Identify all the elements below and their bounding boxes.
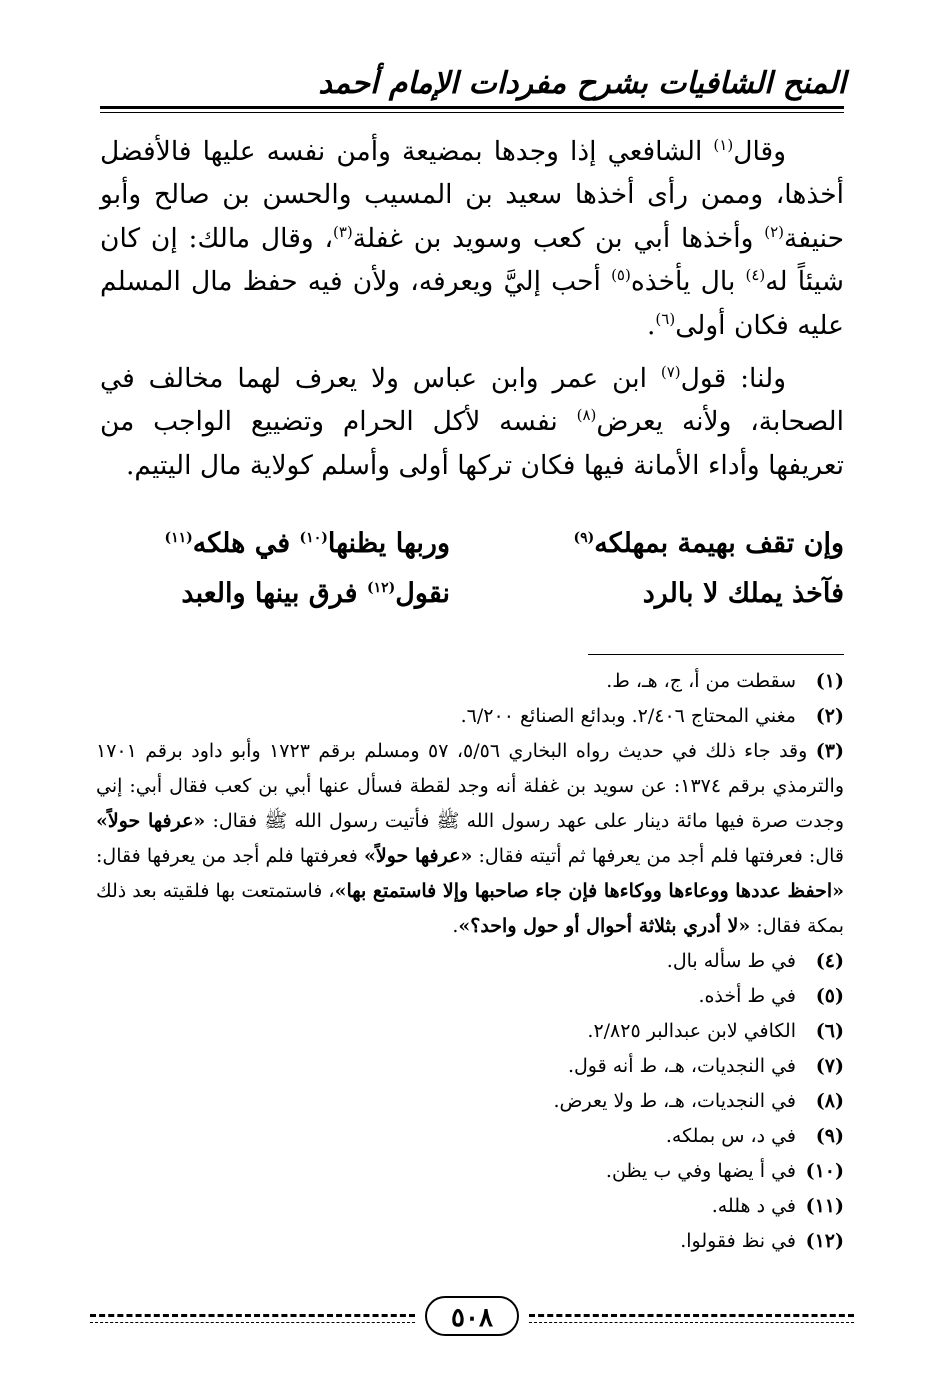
footnote-item [96,664,844,699]
footnote-item [96,1084,844,1119]
text-run: الشافعي إذا وجدها بمضيعة وأمن نفسه عليها فالأفضل أخذها، وممن رأى أخذها سعيد بن المسيب والحسن بن صالح وأبو حنيفة [100,136,844,254]
footnote-number: (٧) [815,1055,844,1077]
footnote-ref: (٩) [573,530,595,546]
verse-hemistich-first [494,578,844,609]
verse-line-2 [100,578,844,618]
hadith-quote: «احفظ عددها ووعاءها ووكاءها فإن جاء صاحبها وإلا فاستمتع بها» [334,880,844,902]
hadith-quote: «عرفها حولاً» [363,845,473,867]
footnote-ref: (٨) [576,406,597,425]
footnote-text: في النجديات، هـ، ط أنه قول. [567,1055,796,1077]
footnote-ref: (١٢) [366,580,396,596]
verse-text: في هلكه [192,528,300,559]
footnote-number: (٢) [815,705,844,727]
verse-text: فآخذ يملك لا بالرد [642,578,844,609]
footnote-text: في أ يضها وفي ب يظن. [605,1160,796,1182]
footnote-number: (١٢) [805,1230,844,1252]
running-header-title: المنح الشافيات بشرح مفردات الإمام أحمد [318,66,846,101]
footnote-item [96,1049,844,1084]
footnote-number: (٥) [815,985,844,1007]
text-run: وقال [733,136,786,167]
footnote-text: الكافي لابن عبدالبر ٢/٨٢٥. [587,1020,796,1042]
footer-dashed-rule-right [529,1314,854,1317]
paragraph-2 [100,357,844,487]
footnote-item [96,1189,844,1224]
verse-hemistich-second [100,578,450,609]
verse-hemistich-first [494,528,844,559]
hadith-quote: «عرفها حولاً» [96,810,206,832]
footer-dashed-rule-right-thin [529,1322,854,1323]
footnote-number: (٦) [815,1020,844,1042]
footer-dashed-rule-left [90,1314,415,1317]
footnote-item [96,1119,844,1154]
footnote-text: في د هلله. [711,1195,796,1217]
main-text [100,130,844,487]
footnote-number: (٣) [815,740,844,762]
footnote-text: في د، س بملكه. [665,1125,796,1147]
footer-dashed-rule-left-thin [90,1322,415,1323]
footnotes-section [96,664,844,1259]
footnote-text: قال: فعرفتها فلم أجد من يعرفها ثم أتيته فقال: [472,845,845,867]
footnote-item [96,699,844,734]
hadith-quote: «لا أدري بثلاثة أحوال أو حول واحد؟» [458,915,751,937]
footnote-text: في نظ فقولوا. [680,1230,796,1252]
text-run: نفسه لأكل الحرام وتضييع الواجب من تعريفها وأداء الأمانة فيها فكان تركها أولى وأسلم كولاية مال اليتيم. [100,406,844,481]
verse-text: فرق بينها والعبد [181,578,367,609]
footnote-ref: (٧) [660,363,681,382]
header-rule-thick [100,106,844,109]
footnote-ref: (٣) [333,222,353,241]
footnote-text: مغني المحتاج ٢/٤٠٦. وبدائع الصنائع ٦/٢٠٠. [460,705,796,727]
text-run: ولنا: قول [680,363,787,395]
footnote-item [96,1224,844,1259]
footnote-number: (٨) [815,1090,844,1112]
footnote-number: (١٠) [805,1160,844,1182]
footnote-text: فعرفتها فلم أجد من يعرفها فقال: [96,845,364,867]
footnote-number: (٤) [815,950,844,972]
footnote-ref: (٤) [745,266,766,285]
footnote-text: في النجديات، هـ، ط ولا يعرض. [553,1090,796,1112]
verse-text: نقول [395,578,450,609]
page-number: ٥٠٨ [425,1296,519,1336]
footnote-number: (٩) [815,1125,844,1147]
verse-text: وإن تقف بهيمة بمهلكه [594,528,844,559]
footnote-item [96,734,844,944]
page-footer [90,1290,854,1340]
footnote-text: في ط أخذه. [698,985,796,1007]
footnote-number: (١١) [805,1195,844,1217]
footnote-ref: (١١) [164,530,193,546]
text-run: بال يأخذه [630,266,746,298]
text-run: ، وقال مالك: إن كان شيئاً له [100,222,844,298]
verse-hemistich-second [100,528,450,559]
text-run: أحب إليَّ ويعرفه، ولأن فيه حفظ مال المسلم عليه فكان أولى [100,266,844,341]
verse-line-1 [100,528,844,568]
footnote-ref: (١٠) [299,530,328,546]
footnote-item [96,944,844,979]
footnote-ref: (٦) [655,309,676,328]
text-run: وأخذها أبي بن كعب وسويد بن غفلة [352,222,765,254]
footnote-text: وقد جاء ذلك في حديث رواه البخاري ٥/٥٦، ٥٧ ومسلم برقم ١٧٢٣ وأبو داود برقم ١٧٠١ والترمذي برقم ١٣٧٤: عن سويد بن غفلة أنه وجد لقطة فسأل عنها أبي بن كعب فقال أبي: إني وجدت صرة فيها مائة دينار على عهد رسول الله ﷺ فأتيت رسول الله ﷺ فقال: [96,740,845,832]
footnote-item [96,979,844,1014]
text-run: ابن عمر وابن عباس ولا يعرف لهما مخالف في الصحابة، ولأنه يعرض [100,363,844,438]
footnote-text: . [452,915,459,937]
footnote-text: ، فاستمتعت بها فلقيته بعد ذلك بمكة فقال: [96,880,844,937]
footnote-text: سقطت من أ، ج، هـ، ط. [606,670,796,692]
footnote-number: (١) [815,670,844,692]
paragraph-1 [100,130,844,347]
verse-text: وربها يظنها [327,528,450,559]
footnote-ref: (٥) [611,266,631,285]
footnote-ref: (١) [713,136,734,155]
footnote-text: في ط سأله بال. [666,950,796,972]
footnote-item [96,1154,844,1189]
footnote-item [96,1014,844,1049]
text-run: . [646,309,656,341]
header-rule-thin [100,112,844,113]
footnote-separator [588,654,844,655]
footnote-ref: (٢) [764,222,784,241]
